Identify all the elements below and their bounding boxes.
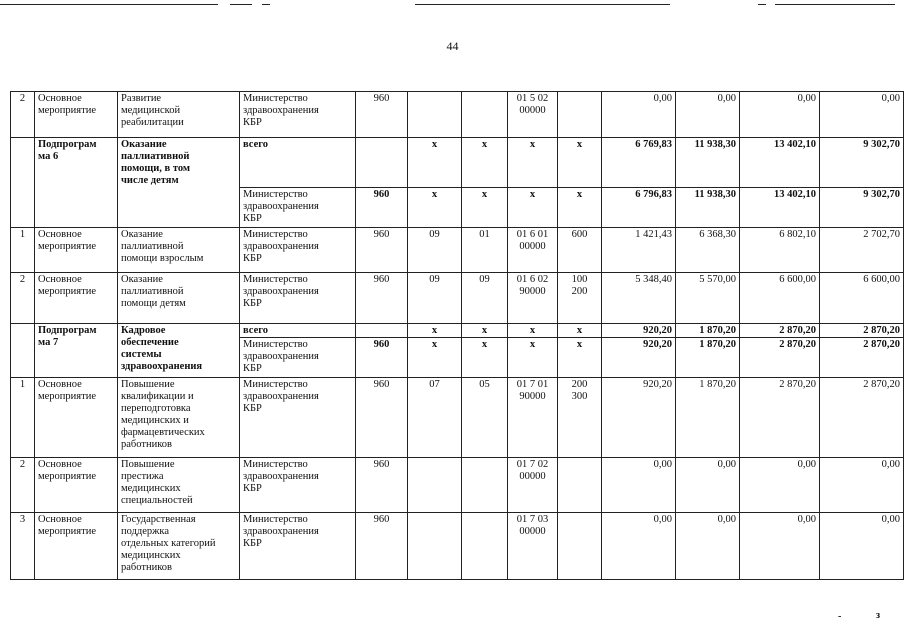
row-rz: 07 xyxy=(408,378,462,458)
row-name: Кадровое обеспечение системы здравоохранения xyxy=(118,324,240,378)
row-executor: всего xyxy=(240,324,356,338)
row-executor: Министерство здравоохранения КБР xyxy=(240,458,356,513)
row-year3: 6 600,00 xyxy=(740,273,820,324)
row-vr: 100 200 xyxy=(558,273,602,324)
row-name: Оказание паллиативной помощи детям xyxy=(118,273,240,324)
row-year2: 0,00 xyxy=(676,458,740,513)
row-year3: 13 402,10 xyxy=(740,138,820,188)
row-executor: всего xyxy=(240,138,356,188)
row-year2: 5 570,00 xyxy=(676,273,740,324)
row-year1: 920,20 xyxy=(602,324,676,338)
scan-edge-line xyxy=(262,4,270,5)
row-rz: х xyxy=(408,324,462,338)
row-year4: 6 600,00 xyxy=(820,273,904,324)
row-number: 2 xyxy=(11,458,35,513)
budget-table xyxy=(10,91,904,580)
row-grbs: 960 xyxy=(356,92,408,138)
row-year2: 1 870,20 xyxy=(676,324,740,338)
row-csr: 01 6 01 00000 xyxy=(508,228,558,273)
row-year4: 9 302,70 xyxy=(820,138,904,188)
row-year3: 2 870,20 xyxy=(740,338,820,378)
page-number: 44 xyxy=(446,39,459,53)
row-executor: Министерство здравоохранения КБР xyxy=(240,378,356,458)
row-number: 2 xyxy=(11,273,35,324)
row-executor: Министерство здравоохранения КБР xyxy=(240,513,356,580)
row-vr: 600 xyxy=(558,228,602,273)
row-csr: 01 7 03 00000 xyxy=(508,513,558,580)
row-year2: 0,00 xyxy=(676,513,740,580)
row-vr: х xyxy=(558,188,602,228)
row-year2: 6 368,30 xyxy=(676,228,740,273)
row-pr: х xyxy=(462,324,508,338)
row-executor: Министерство здравоохранения КБР xyxy=(240,92,356,138)
row-rz: 09 xyxy=(408,273,462,324)
row-rz: 09 xyxy=(408,228,462,273)
row-pr: 09 xyxy=(462,273,508,324)
row-csr: х xyxy=(508,138,558,188)
row-number: 1 xyxy=(11,378,35,458)
row-year4: 2 870,20 xyxy=(820,378,904,458)
row-year1: 920,20 xyxy=(602,378,676,458)
row-year2: 0,00 xyxy=(676,92,740,138)
row-vr: 200 300 xyxy=(558,378,602,458)
row-type: Подпрограм ма 7 xyxy=(35,324,118,378)
row-year2: 1 870,20 xyxy=(676,378,740,458)
row-year4: 0,00 xyxy=(820,513,904,580)
row-name: Государственная поддержка отдельных категорий медицинских работников xyxy=(118,513,240,580)
row-year1: 0,00 xyxy=(602,513,676,580)
row-rz xyxy=(408,92,462,138)
row-year1: 6 769,83 xyxy=(602,138,676,188)
row-executor: Министерство здравоохранения КБР xyxy=(240,188,356,228)
table-row xyxy=(11,513,904,580)
table-row xyxy=(11,92,904,138)
corner-mark: з xyxy=(876,610,881,621)
row-year3: 0,00 xyxy=(740,458,820,513)
row-year3: 0,00 xyxy=(740,92,820,138)
table-row-subtotal xyxy=(11,138,904,188)
row-year1: 0,00 xyxy=(602,458,676,513)
row-grbs: 960 xyxy=(356,378,408,458)
table-row xyxy=(11,378,904,458)
row-grbs: 960 xyxy=(356,228,408,273)
row-year3: 6 802,10 xyxy=(740,228,820,273)
row-grbs: 960 xyxy=(356,338,408,378)
row-type: Основное мероприятие xyxy=(35,513,118,580)
scan-edge-line xyxy=(415,4,670,5)
row-pr: 05 xyxy=(462,378,508,458)
row-pr: х xyxy=(462,138,508,188)
row-year2: 11 938,30 xyxy=(676,188,740,228)
row-pr: х xyxy=(462,188,508,228)
row-grbs xyxy=(356,324,408,338)
row-pr xyxy=(462,92,508,138)
row-executor: Министерство здравоохранения КБР xyxy=(240,338,356,378)
row-grbs: 960 xyxy=(356,273,408,324)
row-name: Оказание паллиативной помощи взрослым xyxy=(118,228,240,273)
row-type: Основное мероприятие xyxy=(35,458,118,513)
row-vr: х xyxy=(558,324,602,338)
scan-edge-line xyxy=(230,4,252,5)
row-rz xyxy=(408,513,462,580)
row-vr: х xyxy=(558,338,602,378)
row-rz: х xyxy=(408,338,462,378)
row-number: 1 xyxy=(11,228,35,273)
row-year4: 0,00 xyxy=(820,92,904,138)
table-row xyxy=(11,458,904,513)
row-year2: 1 870,20 xyxy=(676,338,740,378)
row-vr xyxy=(558,513,602,580)
row-executor: Министерство здравоохранения КБР xyxy=(240,228,356,273)
row-executor: Министерство здравоохранения КБР xyxy=(240,273,356,324)
row-type: Основное мероприятие xyxy=(35,228,118,273)
row-year2: 11 938,30 xyxy=(676,138,740,188)
row-year3: 0,00 xyxy=(740,513,820,580)
row-name: Оказание паллиативной помощи, в том числе детям xyxy=(118,138,240,228)
row-year1: 0,00 xyxy=(602,92,676,138)
row-year4: 2 870,20 xyxy=(820,324,904,338)
scan-edge-line xyxy=(0,4,218,5)
row-rz: х xyxy=(408,188,462,228)
row-year4: 0,00 xyxy=(820,458,904,513)
row-csr: х xyxy=(508,338,558,378)
row-year1: 920,20 xyxy=(602,338,676,378)
row-pr: 01 xyxy=(462,228,508,273)
row-type: Подпрограм ма 6 xyxy=(35,138,118,228)
row-name: Повышение престижа медицинских специальностей xyxy=(118,458,240,513)
row-name: Повышение квалификации и переподготовка медицинских и фармацевтических работников xyxy=(118,378,240,458)
row-rz: х xyxy=(408,138,462,188)
corner-mark: - xyxy=(838,611,842,622)
row-csr: х xyxy=(508,324,558,338)
row-csr: х xyxy=(508,188,558,228)
row-pr: х xyxy=(462,338,508,378)
row-csr: 01 5 02 00000 xyxy=(508,92,558,138)
scan-edge-line xyxy=(775,4,895,5)
row-number: 2 xyxy=(11,92,35,138)
row-csr: 01 7 01 90000 xyxy=(508,378,558,458)
row-pr xyxy=(462,458,508,513)
row-type: Основное мероприятие xyxy=(35,378,118,458)
row-type: Основное мероприятие xyxy=(35,273,118,324)
row-vr: х xyxy=(558,138,602,188)
row-rz xyxy=(408,458,462,513)
row-grbs xyxy=(356,138,408,188)
row-csr: 01 6 02 90000 xyxy=(508,273,558,324)
row-year3: 13 402,10 xyxy=(740,188,820,228)
row-csr: 01 7 02 00000 xyxy=(508,458,558,513)
row-grbs: 960 xyxy=(356,188,408,228)
row-number: 3 xyxy=(11,513,35,580)
row-grbs: 960 xyxy=(356,513,408,580)
row-year4: 2 702,70 xyxy=(820,228,904,273)
row-grbs: 960 xyxy=(356,458,408,513)
row-year1: 6 796,83 xyxy=(602,188,676,228)
scan-edge-line xyxy=(758,4,766,5)
row-year3: 2 870,20 xyxy=(740,324,820,338)
row-pr xyxy=(462,513,508,580)
row-year1: 1 421,43 xyxy=(602,228,676,273)
row-year3: 2 870,20 xyxy=(740,378,820,458)
table-row xyxy=(11,228,904,273)
row-vr xyxy=(558,92,602,138)
row-vr xyxy=(558,458,602,513)
row-year4: 9 302,70 xyxy=(820,188,904,228)
table-row xyxy=(11,273,904,324)
row-year4: 2 870,20 xyxy=(820,338,904,378)
row-name: Развитие медицинской реабилитации xyxy=(118,92,240,138)
table-row-subtotal xyxy=(11,324,904,338)
row-type: Основное мероприятие xyxy=(35,92,118,138)
row-year1: 5 348,40 xyxy=(602,273,676,324)
